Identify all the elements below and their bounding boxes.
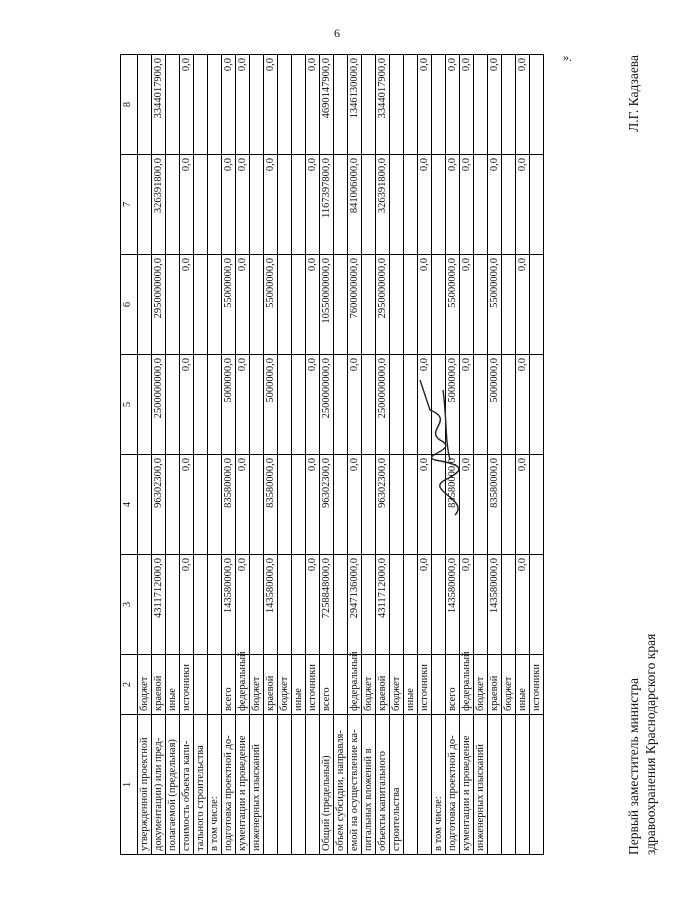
value-cell: [404, 55, 418, 155]
value-cell: 0,0: [516, 155, 530, 255]
header-cell: 5: [121, 355, 138, 455]
value-cell: [138, 255, 152, 355]
value-cell: 326391800,0: [376, 155, 390, 255]
value-cell: 2947136000,0: [348, 555, 362, 655]
value-cell: 0,0: [460, 555, 474, 655]
source-cell: источники: [306, 655, 320, 715]
value-cell: 5000000,0: [222, 355, 236, 455]
value-cell: [502, 255, 516, 355]
value-cell: [278, 455, 292, 555]
value-cell: 0,0: [418, 355, 432, 455]
value-cell: [474, 55, 488, 155]
value-cell: [208, 55, 222, 155]
value-cell: 0,0: [488, 55, 502, 155]
value-cell: [362, 255, 376, 355]
table-row: [488, 55, 502, 855]
source-cell: источники: [180, 655, 194, 715]
row-label-cell: [278, 715, 292, 855]
header-cell: 7: [121, 155, 138, 255]
value-cell: [138, 555, 152, 655]
source-cell: [334, 655, 348, 715]
value-cell: 0,0: [516, 255, 530, 355]
value-cell: [166, 455, 180, 555]
closing-quote: ».: [563, 50, 572, 64]
value-cell: [390, 355, 404, 455]
table-row: [180, 55, 194, 855]
row-label-cell: [306, 715, 320, 855]
source-cell: федеральный: [460, 655, 474, 715]
source-cell: краевой: [152, 655, 166, 715]
source-cell: бюджет: [250, 655, 264, 715]
source-cell: бюджет: [138, 655, 152, 715]
row-label-cell: [264, 715, 278, 855]
source-cell: федеральный: [348, 655, 362, 715]
source-cell: [194, 655, 208, 715]
value-cell: [166, 155, 180, 255]
table-row: [208, 55, 222, 855]
value-cell: 7600000000,0: [348, 255, 362, 355]
value-cell: 0,0: [264, 155, 278, 255]
table-row: [320, 55, 334, 855]
value-cell: [194, 555, 208, 655]
value-cell: [138, 155, 152, 255]
table-row: [138, 55, 152, 855]
value-cell: [166, 255, 180, 355]
value-cell: [334, 255, 348, 355]
header-cell: 3: [121, 555, 138, 655]
value-cell: 83580000,0: [264, 455, 278, 555]
header-cell: 2: [121, 655, 138, 715]
row-label-cell: подготовка проектной до-: [222, 715, 236, 855]
value-cell: [292, 355, 306, 455]
value-cell: 0,0: [222, 55, 236, 155]
source-cell: источники: [530, 655, 544, 715]
value-cell: [166, 55, 180, 155]
source-cell: источники: [418, 655, 432, 715]
signatory-title: [625, 634, 659, 855]
funding-table: [120, 54, 544, 855]
source-cell: иные: [292, 655, 306, 715]
table-row: [152, 55, 166, 855]
row-label-cell: [418, 715, 432, 855]
row-label-cell: емой на осуществление ка-: [348, 715, 362, 855]
table-row: [390, 55, 404, 855]
table-row: [348, 55, 362, 855]
source-cell: бюджет: [502, 655, 516, 715]
value-cell: [530, 355, 544, 455]
signatory-title-line: здравоохранения Краснодарского края: [643, 633, 658, 855]
value-cell: [166, 555, 180, 655]
source-cell: бюджет: [362, 655, 376, 715]
table-row: [306, 55, 320, 855]
value-cell: 0,0: [516, 55, 530, 155]
value-cell: 96302300,0: [152, 455, 166, 555]
value-cell: [278, 555, 292, 655]
value-cell: 83580000,0: [488, 455, 502, 555]
value-cell: 4311712000,0: [152, 555, 166, 655]
source-cell: краевой: [376, 655, 390, 715]
value-cell: 0,0: [306, 555, 320, 655]
value-cell: [432, 555, 446, 655]
value-cell: 83580000,0: [446, 455, 460, 555]
value-cell: 0,0: [348, 355, 362, 455]
value-cell: 0,0: [180, 355, 194, 455]
value-cell: [502, 355, 516, 455]
value-cell: [432, 55, 446, 155]
value-cell: [530, 55, 544, 155]
value-cell: [432, 255, 446, 355]
value-cell: [474, 155, 488, 255]
source-cell: краевой: [264, 655, 278, 715]
value-cell: 0,0: [418, 455, 432, 555]
value-cell: 2500000000,0: [152, 355, 166, 455]
row-label-cell: утвержденной проектной: [138, 715, 152, 855]
value-cell: [362, 55, 376, 155]
page-number: 6: [334, 26, 340, 40]
value-cell: [474, 355, 488, 455]
value-cell: [474, 555, 488, 655]
value-cell: [502, 555, 516, 655]
source-cell: бюджет: [474, 655, 488, 715]
value-cell: [166, 355, 180, 455]
row-label-cell: [516, 715, 530, 855]
row-label-cell: полагаемой (предельная): [166, 715, 180, 855]
value-cell: 0,0: [236, 455, 250, 555]
value-cell: 0,0: [516, 355, 530, 455]
header-cell: 1: [121, 715, 138, 855]
row-label-cell: [530, 715, 544, 855]
value-cell: [390, 255, 404, 355]
signatory-name: Л.Г. Кадзаева: [626, 55, 641, 132]
value-cell: [292, 55, 306, 155]
value-cell: 1346130000,0: [348, 55, 362, 155]
row-label-cell: подготовка проектной до-: [446, 715, 460, 855]
value-cell: [502, 155, 516, 255]
value-cell: [278, 355, 292, 455]
value-cell: [208, 255, 222, 355]
value-cell: [404, 555, 418, 655]
value-cell: 0,0: [446, 155, 460, 255]
value-cell: 0,0: [180, 155, 194, 255]
value-cell: 0,0: [460, 355, 474, 455]
signatory-title-line: Первый заместитель министра: [626, 677, 641, 855]
header-cell: 8: [121, 55, 138, 155]
value-cell: 0,0: [180, 555, 194, 655]
value-cell: [278, 155, 292, 255]
row-label-cell: стоимость объекта капи-: [180, 715, 194, 855]
value-cell: 0,0: [222, 155, 236, 255]
row-label-cell: строительства: [390, 715, 404, 855]
value-cell: 0,0: [236, 555, 250, 655]
row-label-cell: [292, 715, 306, 855]
value-cell: 3344017900,0: [152, 55, 166, 155]
value-cell: 0,0: [446, 55, 460, 155]
table-row: [292, 55, 306, 855]
value-cell: [334, 55, 348, 155]
value-cell: [292, 255, 306, 355]
value-cell: [390, 455, 404, 555]
value-cell: [138, 355, 152, 455]
row-label-cell: [404, 715, 418, 855]
source-cell: иные: [404, 655, 418, 715]
table-row: [516, 55, 530, 855]
value-cell: [334, 355, 348, 455]
table-row: [264, 55, 278, 855]
value-cell: 0,0: [348, 455, 362, 555]
value-cell: [194, 255, 208, 355]
row-label-cell: [488, 715, 502, 855]
source-cell: всего: [320, 655, 334, 715]
value-cell: 4690147900,0: [320, 55, 334, 155]
value-cell: [194, 55, 208, 155]
table-row: [376, 55, 390, 855]
value-cell: [194, 355, 208, 455]
value-cell: 0,0: [488, 155, 502, 255]
value-cell: [138, 455, 152, 555]
value-cell: 0,0: [180, 55, 194, 155]
source-cell: бюджет: [390, 655, 404, 715]
row-label-cell: кументации и проведение: [236, 715, 250, 855]
signature-block: [625, 55, 685, 855]
table-row: [278, 55, 292, 855]
source-cell: [432, 655, 446, 715]
row-label-cell: кументации и проведение: [460, 715, 474, 855]
value-cell: 5000000,0: [488, 355, 502, 455]
value-cell: 143580000,0: [264, 555, 278, 655]
table-row: [530, 55, 544, 855]
value-cell: [362, 155, 376, 255]
value-cell: 55000000,0: [264, 255, 278, 355]
value-cell: 0,0: [460, 255, 474, 355]
handwritten-signature: [415, 370, 475, 520]
value-cell: [208, 455, 222, 555]
value-cell: [250, 55, 264, 155]
source-cell: [208, 655, 222, 715]
value-cell: [404, 255, 418, 355]
table-header-row: [121, 55, 138, 855]
value-cell: 1167397800,0: [320, 155, 334, 255]
row-label-cell: инженерных изысканий: [250, 715, 264, 855]
value-cell: 0,0: [516, 455, 530, 555]
value-cell: 0,0: [306, 355, 320, 455]
source-cell: всего: [446, 655, 460, 715]
value-cell: [530, 255, 544, 355]
value-cell: [404, 155, 418, 255]
row-label-cell: в том числе:: [208, 715, 222, 855]
value-cell: 0,0: [264, 55, 278, 155]
table-row: [194, 55, 208, 855]
value-cell: 2950000000,0: [152, 255, 166, 355]
source-cell: иные: [516, 655, 530, 715]
row-label-cell: Общий (предельный): [320, 715, 334, 855]
value-cell: [390, 55, 404, 155]
value-cell: 0,0: [306, 255, 320, 355]
value-cell: [250, 255, 264, 355]
table-row: [236, 55, 250, 855]
value-cell: [292, 155, 306, 255]
value-cell: 0,0: [180, 255, 194, 355]
source-cell: бюджет: [278, 655, 292, 715]
value-cell: 326391800,0: [152, 155, 166, 255]
value-cell: [208, 155, 222, 255]
value-cell: [334, 155, 348, 255]
value-cell: [292, 455, 306, 555]
value-cell: 0,0: [460, 55, 474, 155]
source-cell: федеральный: [236, 655, 250, 715]
value-cell: 2950000000,0: [376, 255, 390, 355]
table-body: [121, 55, 544, 855]
value-cell: 5000000,0: [264, 355, 278, 455]
value-cell: 0,0: [516, 555, 530, 655]
table-row: [166, 55, 180, 855]
row-label-cell: в том числе:: [432, 715, 446, 855]
value-cell: 143580000,0: [222, 555, 236, 655]
value-cell: [194, 455, 208, 555]
value-cell: [530, 455, 544, 555]
value-cell: [502, 455, 516, 555]
value-cell: [390, 555, 404, 655]
value-cell: [362, 355, 376, 455]
table-row: [222, 55, 236, 855]
value-cell: 7258848000,0: [320, 555, 334, 655]
header-cell: 4: [121, 455, 138, 555]
value-cell: 55000000,0: [222, 255, 236, 355]
value-cell: [250, 155, 264, 255]
value-cell: [250, 455, 264, 555]
table-row: [474, 55, 488, 855]
table-row: [334, 55, 348, 855]
row-label-cell: объекты капитального: [376, 715, 390, 855]
value-cell: 0,0: [418, 155, 432, 255]
row-label-cell: питальных вложений в: [362, 715, 376, 855]
value-cell: 0,0: [236, 255, 250, 355]
value-cell: [530, 555, 544, 655]
table-row: [502, 55, 516, 855]
value-cell: [502, 55, 516, 155]
value-cell: 0,0: [418, 555, 432, 655]
value-cell: 143580000,0: [446, 555, 460, 655]
value-cell: 55000000,0: [446, 255, 460, 355]
source-cell: краевой: [488, 655, 502, 715]
value-cell: 0,0: [418, 55, 432, 155]
value-cell: 3344017900,0: [376, 55, 390, 155]
value-cell: 841006000,0: [348, 155, 362, 255]
value-cell: [278, 55, 292, 155]
source-cell: всего: [222, 655, 236, 715]
value-cell: [194, 155, 208, 255]
value-cell: 0,0: [306, 455, 320, 555]
value-cell: 83580000,0: [222, 455, 236, 555]
value-cell: 0,0: [460, 455, 474, 555]
value-cell: [208, 555, 222, 655]
value-cell: 10550000000,0: [320, 255, 334, 355]
source-cell: иные: [166, 655, 180, 715]
value-cell: [474, 455, 488, 555]
table-row: [362, 55, 376, 855]
value-cell: [390, 155, 404, 255]
row-label-cell: [502, 715, 516, 855]
value-cell: [250, 355, 264, 455]
value-cell: 143580000,0: [488, 555, 502, 655]
value-cell: 0,0: [306, 55, 320, 155]
value-cell: [362, 555, 376, 655]
value-cell: [292, 555, 306, 655]
value-cell: 2500000000,0: [376, 355, 390, 455]
row-label-cell: тального строительства: [194, 715, 208, 855]
value-cell: [208, 355, 222, 455]
value-cell: 96302300,0: [376, 455, 390, 555]
value-cell: 4311712000,0: [376, 555, 390, 655]
value-cell: [334, 455, 348, 555]
value-cell: 0,0: [236, 55, 250, 155]
row-label-cell: инженерных изысканий: [474, 715, 488, 855]
header-cell: 6: [121, 255, 138, 355]
value-cell: 0,0: [180, 455, 194, 555]
value-cell: 0,0: [418, 255, 432, 355]
value-cell: 96302300,0: [320, 455, 334, 555]
value-cell: 0,0: [306, 155, 320, 255]
value-cell: 55000000,0: [488, 255, 502, 355]
value-cell: [138, 55, 152, 155]
value-cell: [530, 155, 544, 255]
value-cell: 0,0: [236, 355, 250, 455]
value-cell: [432, 155, 446, 255]
value-cell: [362, 455, 376, 555]
value-cell: 2500000000,0: [320, 355, 334, 455]
value-cell: 5000000,0: [446, 355, 460, 455]
table-row: [250, 55, 264, 855]
row-label-cell: документации) или пред-: [152, 715, 166, 855]
rotated-page-content: [120, 55, 658, 855]
value-cell: [250, 555, 264, 655]
value-cell: 0,0: [236, 155, 250, 255]
value-cell: [474, 255, 488, 355]
value-cell: 0,0: [460, 155, 474, 255]
value-cell: [334, 555, 348, 655]
value-cell: [278, 255, 292, 355]
row-label-cell: объем субсидии, направля-: [334, 715, 348, 855]
